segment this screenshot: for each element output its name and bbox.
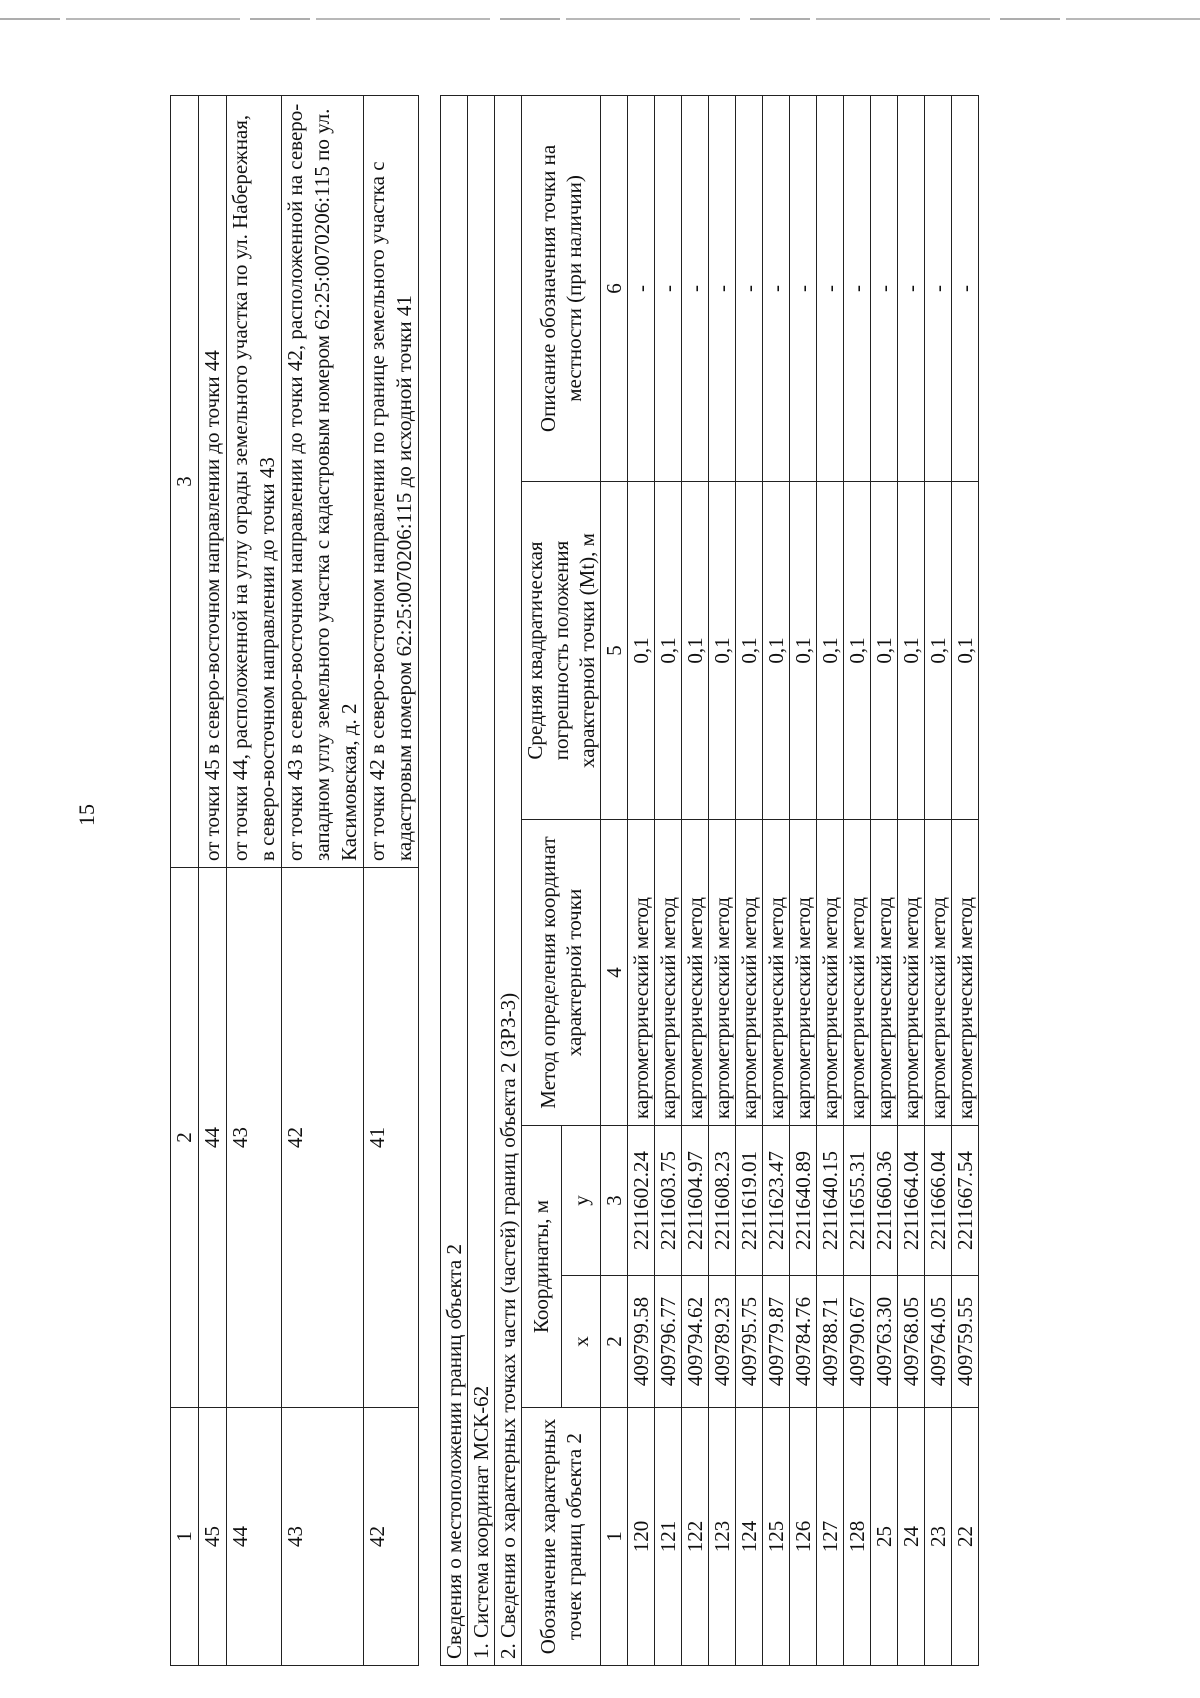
error-cell: 0,1: [655, 482, 682, 820]
description-cell: -: [817, 95, 844, 481]
method-cell: картометрический метод: [736, 820, 763, 1126]
table-row: [736, 95, 763, 1665]
error-cell: 0,1: [709, 482, 736, 820]
error-cell: 0,1: [790, 482, 817, 820]
description-cell: -: [682, 95, 709, 481]
method-cell: картометрический метод: [871, 820, 898, 1126]
description-cell: от точки 43 в северо-восточном направлении до точки 42, расположенной на северо-западном углу земельного участка с кадастровым номером 62:25:0070206:115 по ул. Касимовская, д. 2: [282, 96, 364, 868]
coordinates-table: [440, 95, 979, 1666]
error-cell: 0,1: [736, 482, 763, 820]
x-cell: 409788.71: [817, 1276, 844, 1408]
description-cell: -: [763, 95, 790, 481]
point-id-cell: 122: [682, 1408, 709, 1666]
header-coordinates: Координаты, м: [522, 1126, 562, 1408]
point-cell: 44: [199, 868, 227, 1408]
point-id-cell: 121: [655, 1408, 682, 1666]
method-cell: картометрический метод: [925, 820, 952, 1126]
y-cell: 2211655.31: [844, 1126, 871, 1276]
coords-title: Сведения о местоположении границ объекта 2: [441, 95, 468, 1665]
column-number: 5: [601, 482, 628, 820]
method-cell: картометрический метод: [628, 820, 655, 1126]
table-row: [898, 95, 925, 1665]
header-method: Метод определения координат характерной точки: [522, 820, 601, 1126]
method-cell: картометрический метод: [898, 820, 925, 1126]
method-cell: картометрический метод: [655, 820, 682, 1126]
x-cell: 409795.75: [736, 1276, 763, 1408]
point-cell: 45: [199, 1408, 227, 1666]
method-cell: картометрический метод: [763, 820, 790, 1126]
method-cell: картометрический метод: [844, 820, 871, 1126]
point-id-cell: 25: [871, 1408, 898, 1666]
point-cell: 43: [227, 868, 282, 1408]
method-cell: картометрический метод: [790, 820, 817, 1126]
table-row: [364, 96, 419, 1666]
point-cell: 44: [227, 1408, 282, 1666]
table-row: [844, 95, 871, 1665]
header-x: x: [561, 1276, 601, 1408]
method-cell: картометрический метод: [952, 820, 979, 1126]
description-cell: -: [844, 95, 871, 481]
description-cell: от точки 44, расположенной на углу ограды земельного участка по ул. Набережная, в северо-восточном направлении до точки 43: [227, 96, 282, 868]
description-cell: -: [628, 95, 655, 481]
description-cell: -: [952, 95, 979, 481]
point-id-cell: 126: [790, 1408, 817, 1666]
x-cell: 409796.77: [655, 1276, 682, 1408]
header-cell: 2: [171, 868, 199, 1408]
y-cell: 2211603.75: [655, 1126, 682, 1276]
scan-edge-line: [0, 18, 1200, 20]
method-cell: картометрический метод: [817, 820, 844, 1126]
description-cell: -: [871, 95, 898, 481]
description-cell: -: [925, 95, 952, 481]
point-id-cell: 123: [709, 1408, 736, 1666]
x-cell: 409794.62: [682, 1276, 709, 1408]
y-cell: 2211660.36: [871, 1126, 898, 1276]
x-cell: 409779.87: [763, 1276, 790, 1408]
column-number: 4: [601, 820, 628, 1126]
point-cell: 43: [282, 1408, 364, 1666]
coord-system: 1. Система координат МСК-62: [468, 95, 495, 1665]
table-row: [763, 95, 790, 1665]
x-cell: 409784.76: [790, 1276, 817, 1408]
x-cell: 409759.55: [952, 1276, 979, 1408]
table-header-row: [171, 96, 199, 1666]
table-row: [199, 96, 227, 1666]
y-cell: 2211623.47: [763, 1126, 790, 1276]
point-id-cell: 22: [952, 1408, 979, 1666]
error-cell: 0,1: [817, 482, 844, 820]
point-id-cell: 125: [763, 1408, 790, 1666]
table-row: [682, 95, 709, 1665]
table-row: [655, 95, 682, 1665]
table-row: [817, 95, 844, 1665]
table-row: [790, 95, 817, 1665]
description-cell: -: [898, 95, 925, 481]
section-title: 2. Сведения о характерных точках части (частей) границ объекта 2 (ЗРЗ-3): [495, 95, 522, 1665]
column-number: 3: [601, 1126, 628, 1276]
error-cell: 0,1: [844, 482, 871, 820]
error-cell: 0,1: [628, 482, 655, 820]
point-id-cell: 23: [925, 1408, 952, 1666]
error-cell: 0,1: [898, 482, 925, 820]
y-cell: 2211640.89: [790, 1126, 817, 1276]
x-cell: 409763.30: [871, 1276, 898, 1408]
rotated-page-content: [170, 96, 1090, 1666]
point-id-cell: 24: [898, 1408, 925, 1666]
point-id-cell: 124: [736, 1408, 763, 1666]
page-number: 15: [74, 804, 99, 826]
y-cell: 2211619.01: [736, 1126, 763, 1276]
description-cell: -: [655, 95, 682, 481]
header-error: Средняя квадратическая погрешность положения характерной точки (Mt), м: [522, 482, 601, 820]
point-cell: 42: [364, 1408, 419, 1666]
y-cell: 2211602.24: [628, 1126, 655, 1276]
point-cell: 42: [282, 868, 364, 1408]
table-row: [871, 95, 898, 1665]
y-cell: 2211604.97: [682, 1126, 709, 1276]
header-description: Описание обозначения точки на местности (при наличии): [522, 95, 601, 481]
header-point-designation: Обозначение характерных точек границ объекта 2: [522, 1408, 601, 1666]
column-number: 2: [601, 1276, 628, 1408]
y-cell: 2211667.54: [952, 1126, 979, 1276]
x-cell: 409790.67: [844, 1276, 871, 1408]
boundary-description-table: [170, 95, 419, 1666]
y-cell: 2211608.23: [709, 1126, 736, 1276]
table-row: [282, 96, 364, 1666]
column-number: 1: [601, 1408, 628, 1666]
error-cell: 0,1: [952, 482, 979, 820]
point-id-cell: 127: [817, 1408, 844, 1666]
description-cell: -: [709, 95, 736, 481]
description-cell: -: [736, 95, 763, 481]
point-id-cell: 120: [628, 1408, 655, 1666]
x-cell: 409799.58: [628, 1276, 655, 1408]
x-cell: 409768.05: [898, 1276, 925, 1408]
table-row: [952, 95, 979, 1665]
table-row: [709, 95, 736, 1665]
y-cell: 2211666.04: [925, 1126, 952, 1276]
error-cell: 0,1: [925, 482, 952, 820]
error-cell: 0,1: [682, 482, 709, 820]
y-cell: 2211664.04: [898, 1126, 925, 1276]
method-cell: картометрический метод: [682, 820, 709, 1126]
header-y: y: [561, 1126, 601, 1276]
x-cell: 409789.23: [709, 1276, 736, 1408]
error-cell: 0,1: [871, 482, 898, 820]
description-cell: -: [790, 95, 817, 481]
table-row: [628, 95, 655, 1665]
column-number: 6: [601, 95, 628, 481]
header-cell: 1: [171, 1408, 199, 1666]
header-cell: 3: [171, 96, 199, 868]
y-cell: 2211640.15: [817, 1126, 844, 1276]
table-row: [925, 95, 952, 1665]
x-cell: 409764.05: [925, 1276, 952, 1408]
description-cell: от точки 42 в северо-восточном направлении по границе земельного участка с кадастровым номером 62:25:0070206:115 до исходной точки 41: [364, 96, 419, 868]
error-cell: 0,1: [763, 482, 790, 820]
description-cell: от точки 45 в северо-восточном направлении до точки 44: [199, 96, 227, 868]
point-cell: 41: [364, 868, 419, 1408]
method-cell: картометрический метод: [709, 820, 736, 1126]
point-id-cell: 128: [844, 1408, 871, 1666]
column-number-row: [601, 95, 628, 1665]
table-row: [227, 96, 282, 1666]
